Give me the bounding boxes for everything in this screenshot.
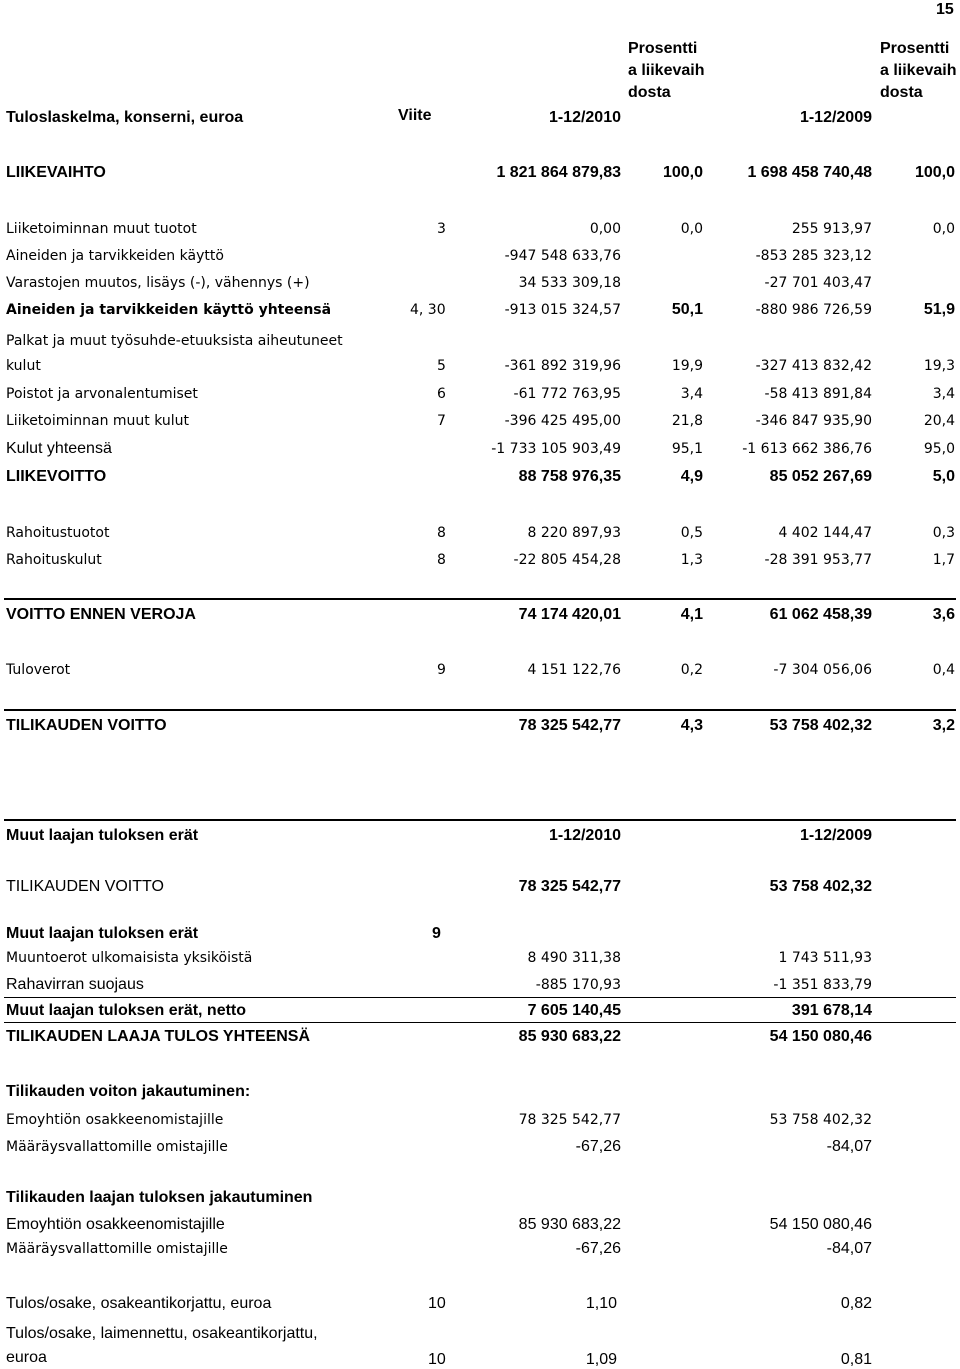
row-label: Muut laajan tuloksen erät, netto: [6, 1002, 247, 1019]
value-2010: 7 605 140,45: [527, 1002, 621, 1019]
period-2010-header: 1-12/2010: [548, 109, 621, 126]
note-ref: 9: [432, 925, 441, 942]
row-label: Rahoitustuotot: [6, 525, 110, 541]
value-2009: -84,07: [826, 1138, 872, 1155]
value-2009: -327 413 832,42: [755, 358, 872, 374]
note-ref: 9: [437, 662, 446, 678]
statement-title: Tuloslaskelma, konserni, euroa: [6, 109, 244, 126]
value-2009: 54 150 080,46: [769, 1216, 872, 1233]
value-2010: 88 758 976,35: [518, 468, 621, 485]
pct-2010: 4,1: [680, 606, 703, 623]
pct-2010: 50,1: [671, 301, 703, 318]
row-label: LIIKEVOITTO: [6, 468, 107, 485]
note-ref: 7: [437, 413, 446, 429]
pct-2009: 0,3: [932, 525, 955, 541]
period-2009-header: 1-12/2009: [799, 109, 872, 126]
value-2009: -7 304 056,06: [773, 662, 872, 678]
row-label: Aineiden ja tarvikkeiden käyttö: [6, 248, 224, 264]
pct-2009: 51,9: [923, 301, 955, 318]
note-ref: 10: [428, 1351, 446, 1368]
pct-2010: 3,4: [680, 386, 703, 402]
row-label: Tuloverot: [6, 662, 71, 678]
row-label: Määräysvallattomille omistajille: [6, 1241, 228, 1257]
note-ref: 4, 30: [410, 302, 446, 318]
pct-2010-header: Prosentti a liikevaih dosta: [628, 40, 705, 101]
pct-2009: 100,0: [914, 164, 955, 181]
pct-2009: 1,7: [932, 552, 955, 568]
row-label: Muuntoerot ulkomaisista yksiköistä: [6, 950, 253, 966]
row-label: TILIKAUDEN VOITTO: [6, 878, 164, 895]
value-2010: 85 930 683,22: [518, 1216, 621, 1233]
pct-2010: 100,0: [662, 164, 703, 181]
value-2010: 8 220 897,93: [527, 525, 621, 541]
pct-2009: 20,4: [923, 413, 955, 429]
allocation-profit-heading: Tilikauden voiton jakautuminen:: [6, 1083, 251, 1100]
pct-2010: 0,2: [680, 662, 703, 678]
value-2009: -28 391 953,77: [764, 552, 872, 568]
pct-2009: 3,6: [932, 606, 955, 623]
row-label-line2: euroa: [6, 1349, 47, 1366]
row-label: Tulos/osake, osakeantikorjattu, euroa: [6, 1295, 272, 1312]
row-label-line1: Tulos/osake, laimennettu, osakeantikorjattu,: [6, 1325, 318, 1342]
value-2010: -67,26: [575, 1138, 621, 1155]
value-2010: 0,00: [589, 221, 621, 237]
row-label-line2: kulut: [6, 358, 41, 374]
divider-line: [4, 997, 956, 998]
value-2010: 34 533 309,18: [518, 275, 621, 291]
value-2009: 0,81: [840, 1351, 872, 1368]
pct-2010: 0,5: [680, 525, 703, 541]
row-label: TILIKAUDEN VOITTO: [6, 717, 167, 734]
row-label: Kulut yhteensä: [6, 440, 112, 457]
divider-line: [4, 819, 956, 821]
pct-2009: 95,0: [923, 441, 955, 457]
value-2010: 4 151 122,76: [527, 662, 621, 678]
pct-2009-header: Prosentti a liikevaih dosta: [880, 40, 957, 101]
pct-2010: 21,8: [671, 413, 703, 429]
pct-2010: 4,3: [680, 717, 703, 734]
value-2009: -853 285 323,12: [755, 248, 872, 264]
value-2010: -361 892 319,96: [504, 358, 621, 374]
note-ref: 5: [437, 358, 446, 374]
value-2009: 53 758 402,32: [769, 1112, 872, 1128]
note-column-header: Viite: [398, 107, 432, 124]
pct-2010: 95,1: [671, 441, 703, 457]
value-2009: 0,82: [840, 1295, 872, 1312]
value-2010: 78 325 542,77: [518, 878, 621, 895]
page-number: 15: [936, 1, 954, 18]
pct-2010: 0,0: [680, 221, 703, 237]
note-ref: 3: [437, 221, 446, 237]
value-2010: -67,26: [575, 1240, 621, 1257]
row-label: Emoyhtiön osakkeenomistajille: [6, 1216, 225, 1233]
row-label: Aineiden ja tarvikkeiden käyttö yhteensä: [6, 302, 332, 318]
row-label: Rahavirran suojaus: [6, 976, 144, 993]
value-2009: -1 613 662 386,76: [742, 441, 872, 457]
value-2010: -22 805 454,28: [513, 552, 621, 568]
value-2009: 85 052 267,69: [769, 468, 872, 485]
value-2010: 78 325 542,77: [518, 1112, 621, 1128]
value-2010: -913 015 324,57: [504, 302, 621, 318]
allocation-comprehensive-heading: Tilikauden laajan tuloksen jakautuminen: [6, 1189, 313, 1206]
value-2009: -58 413 891,84: [764, 386, 872, 402]
row-label: TILIKAUDEN LAAJA TULOS YHTEENSÄ: [6, 1028, 311, 1045]
value-2010: 1,09: [585, 1351, 617, 1368]
value-2009: 1 698 458 740,48: [747, 164, 872, 181]
pct-2010: 19,9: [671, 358, 703, 374]
value-2009: -84,07: [826, 1240, 872, 1257]
divider-line: [4, 598, 956, 600]
value-2009: -1 351 833,79: [773, 977, 872, 993]
row-label-line1: Palkat ja muut työsuhde-etuuksista aiheutuneet: [6, 333, 343, 349]
value-2009: 61 062 458,39: [769, 606, 872, 623]
note-ref: 8: [437, 525, 446, 541]
section-heading: Muut laajan tuloksen erät: [6, 925, 199, 942]
row-label: Varastojen muutos, lisäys (-), vähennys (+): [6, 275, 310, 291]
value-2010: 85 930 683,22: [518, 1028, 621, 1045]
value-2009: -27 701 403,47: [764, 275, 872, 291]
value-2010: -61 772 763,95: [513, 386, 621, 402]
value-2010: -885 170,93: [535, 977, 621, 993]
row-label: VOITTO ENNEN VEROJA: [6, 606, 196, 623]
period-2010: 1-12/2010: [548, 827, 621, 844]
row-label: Poistot ja arvonalentumiset: [6, 386, 198, 402]
value-2009: 255 913,97: [791, 221, 872, 237]
divider-line: [4, 1022, 956, 1023]
value-2010: 1 821 864 879,83: [496, 164, 621, 181]
pct-2009: 3,2: [932, 717, 955, 734]
value-2010: 8 490 311,38: [527, 950, 621, 966]
row-label: Liiketoiminnan muut kulut: [6, 413, 190, 429]
value-2010: 78 325 542,77: [518, 717, 621, 734]
row-label: Emoyhtiön osakkeenomistajille: [6, 1112, 224, 1128]
row-label: Liiketoiminnan muut tuotot: [6, 221, 197, 237]
section-heading: Muut laajan tuloksen erät: [6, 827, 199, 844]
value-2009: 53 758 402,32: [769, 717, 872, 734]
value-2009: 4 402 144,47: [778, 525, 872, 541]
pct-2009: 3,4: [932, 386, 955, 402]
value-2010: -396 425 495,00: [504, 413, 621, 429]
pct-2010: 4,9: [680, 468, 703, 485]
period-2009: 1-12/2009: [799, 827, 872, 844]
note-ref: 10: [428, 1295, 446, 1312]
value-2010: -1 733 105 903,49: [491, 441, 621, 457]
value-2009: 54 150 080,46: [769, 1028, 872, 1045]
value-2010: 74 174 420,01: [518, 606, 621, 623]
value-2009: 391 678,14: [791, 1002, 872, 1019]
row-label: LIIKEVAIHTO: [6, 164, 106, 181]
value-2010: -947 548 633,76: [504, 248, 621, 264]
note-ref: 8: [437, 552, 446, 568]
value-2009: 1 743 511,93: [778, 950, 872, 966]
pct-2010: 1,3: [680, 552, 703, 568]
value-2009: -880 986 726,59: [755, 302, 872, 318]
note-ref: 6: [437, 386, 446, 402]
pct-2009: 19,3: [923, 358, 955, 374]
value-2010: 1,10: [585, 1295, 617, 1312]
row-label: Rahoituskulut: [6, 552, 102, 568]
pct-2009: 5,0: [932, 468, 955, 485]
value-2009: -346 847 935,90: [755, 413, 872, 429]
divider-line: [4, 709, 956, 711]
pct-2009: 0,4: [932, 662, 955, 678]
row-label: Määräysvallattomille omistajille: [6, 1139, 228, 1155]
value-2009: 53 758 402,32: [769, 878, 872, 895]
pct-2009: 0,0: [932, 221, 955, 237]
